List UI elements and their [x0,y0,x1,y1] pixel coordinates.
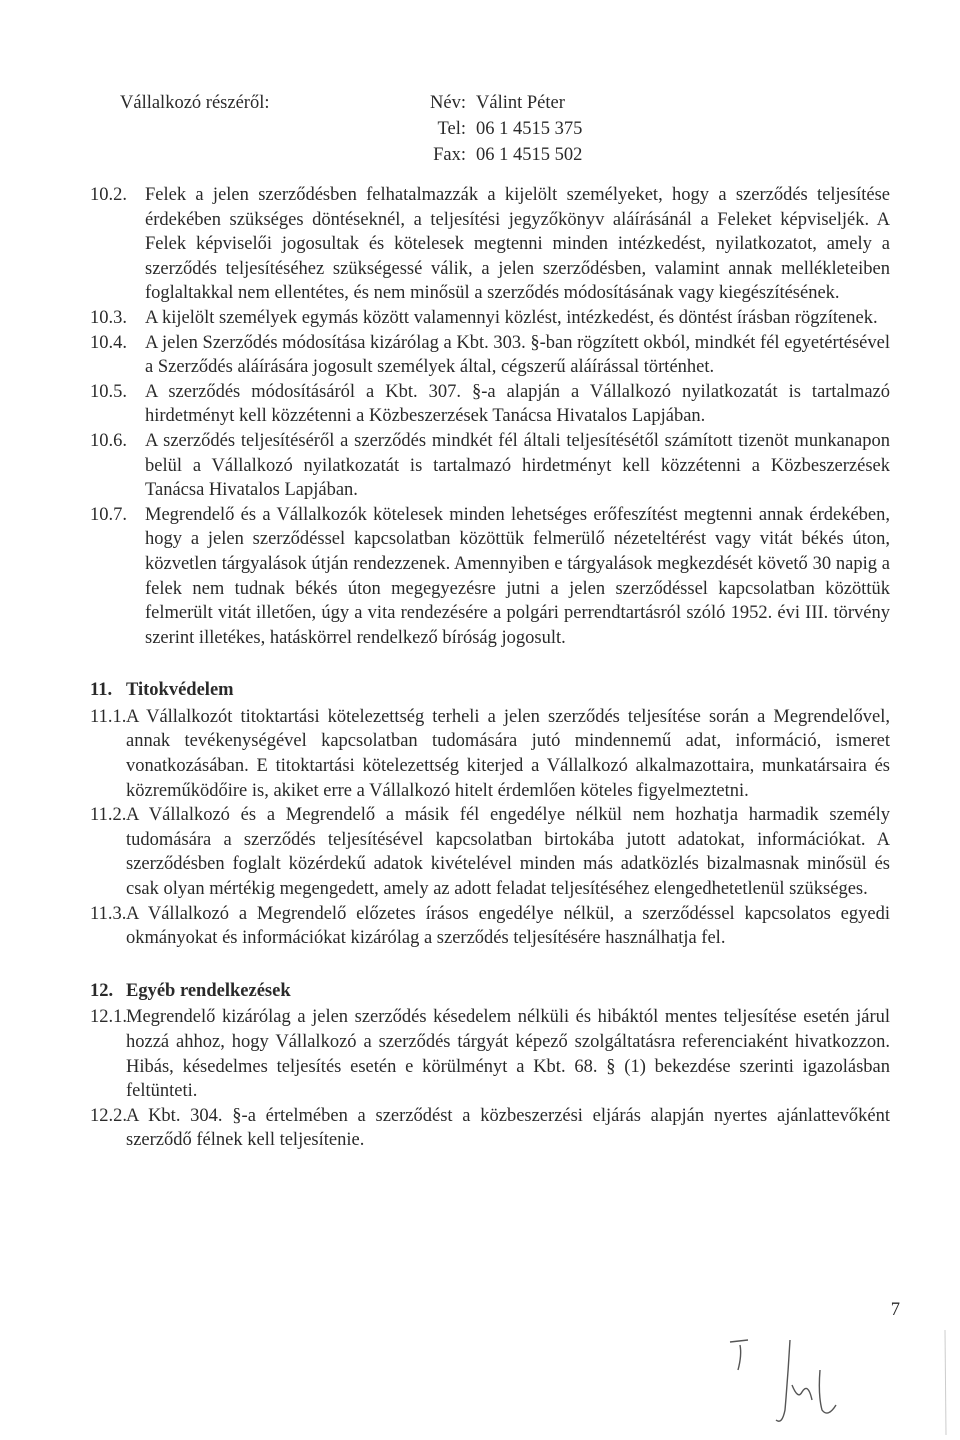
contact-key: Tel: [437,119,466,139]
paragraph-number: 10.7. [90,504,127,525]
paragraph-text: Megrendelő és a Vállalkozók kötelesek minden lehetséges erőfeszítést megtenni annak érdekében, hogy a jelen szerződéssel kapcsolatban közöttük felmerülő nézeteltérést vagy vitát békés úton, közvetlen tárgyalások útján rendezzenek. Amennyiben e tárgyalások megkezdését követő 30 napig a felek nem tudnak békés úton megegyezésre jutni a jelen szerződéssel kapcsolatban közöttük felmerült vitát illetően, úgy a vita rendezésére a polgári perrendtartásról szóló 1952. évi III. törvény szerint illetékes, hatáskörrel rendelkező bíróság jogosult. [145,504,890,648]
contact-value: Válint Péter [476,93,565,113]
section-title: Egyéb rendelkezések [126,980,291,1001]
paragraph-text: A szerződés módosításáról a Kbt. 307. §-a alapján a Vállalkozó nyilatkozatát is tartalmazó hirdetményt kell közzétenni a Közbeszerzések Tanácsa Hivatalos Lapjában. [145,381,890,427]
page-number: 7 [890,1300,900,1320]
paragraph-number: 10.4. [90,332,127,353]
paragraph-10-7 [90,503,890,651]
paragraph-text: Megrendelő kizárólag a jelen szerződés késedelem nélküli és hibáktól mentes teljesítése esetén járul hozzá ahhoz, hogy Vállalkozó a szerződés tárgyát képező szolgáltatásra referenciaként hivatkozzon. Hibás, késedelmes teljesítés esetén e körülményt a Kbt. 68. § (1) bekezdése szerinti igazolásban feltünteti. [126,1007,890,1102]
paragraph-text: Felek a jelen szerződésben felhatalmazzák a kijelölt személyeket, hogy a szerződés teljesítése érdekében szükséges döntéseknél, a teljesítési jegyzőkönyv aláírásánál a Feleket képviseljék. A Felek képviselői jogosultak és kötelesek megtenni minden intézkedést, nyilatkozatot, amely a szerződés teljesítéséhez szükségessé válik, a jelen szerződésben, valamint annak mellékleteiben foglaltakkal nem ellentétes, és nem minősül a szerződés módosításának vagy kiegészítésének. [145,185,890,304]
contact-key: Név: [430,93,466,113]
paragraph-number: 12.1. [90,1007,127,1028]
paragraph-number: 10.2. [90,185,127,205]
contact-value: 06 1 4515 502 [476,145,583,165]
paragraph-10-4 [90,331,890,380]
paragraph-text: A kijelölt személyek egymás között valamennyi közlést, intézkedést, és döntést írásban rögzítenek. [145,307,878,328]
paragraph-text: A jelen Szerződés módosítása kizárólag a Kbt. 303. §-ban rögzített okból, mindkét fél egyetértésével a Szerződés aláírására jogosult személyek által, cégszerű aláírással történhet. [145,332,890,378]
paragraph-10-2 [90,183,890,306]
paragraph-12-2 [90,1104,890,1153]
section-title: Titokvédelem [126,680,234,701]
paragraph-10-3 [90,306,890,331]
paragraph-10-5 [90,380,890,429]
section-number: 11. [90,680,113,701]
paragraph-text: A Kbt. 304. §-a értelmében a szerződést a közbeszerzési eljárás alapján nyertes ajánlattevőként szerződő félnek kell teljesítenie. [126,1105,890,1151]
paragraph-11-2 [90,803,890,901]
paragraph-11-3 [90,902,890,951]
paragraph-number: 11.3. [90,903,127,924]
paragraph-number: 10.6. [90,430,127,451]
contact-row-tel [400,116,582,142]
paragraph-10-6 [90,429,890,503]
contact-value: 06 1 4515 375 [476,119,583,139]
section-number: 12. [90,980,114,1001]
handwritten-initials-signature [690,1300,950,1440]
paragraph-text: A Vállalkozót titoktartási kötelezettség terheli a jelen szerződés teljesítése során a Megrendelővel, annak tevékenységével kapcsolatban tudomására jutó mindennemű adat, információ, ismeret vonatkozásában. E titoktartási kötelezettség kiterjed a Vállalkozó alkalmazottaira, munkatársaira és közreműködőire is, akiket erre a Vállalkozó hitelt érdemlően köteles figyelmeztetni. [126,706,890,801]
section-heading-12 [90,979,890,1004]
paragraph-text: A Vállalkozó és a Megrendelő a másik fél engedélye nélkül nem hozhatja harmadik személy tudomására a szerződés teljesítésével kapcsolatban birtokába jutott adatokat, információkat. A szerződésben foglalt közérdekű adatok kivételével minden más adatközlés bizalmasnak minősül és csak olyan mértékig megengedett, amely az adott feladat teljesítéséhez elengedhetetlenül szükséges. [126,805,890,900]
paragraph-text: A Vállalkozó a Megrendelő előzetes írásos engedélye nélkül, a szerződéssel kapcsolatos egyedi okmányokat és információkat kizárólag a szerződés teljesítésére használhatja fel. [126,903,890,949]
paragraph-number: 11.1. [90,706,127,727]
paragraph-number: 10.5. [90,381,127,402]
paragraph-text: A szerződés teljesítéséről a szerződés mindkét fél általi teljesítésétől számított tizenöt munkanapon belül a Vállalkozó nyilatkozatát is tartalmazó hirdetményt kell közzétenni a Közbeszerzések Tanácsa Hivatalos Lapjában. [145,430,890,501]
paragraph-11-1 [90,705,890,803]
section-heading-11 [90,678,890,703]
document-body [90,183,890,1153]
contact-label: Vállalkozó részéről: [120,93,270,113]
contact-row-name [400,90,565,116]
contact-key: Fax: [433,145,466,165]
paragraph-number: 10.3. [90,307,127,328]
paragraph-number: 11.2. [90,805,127,826]
paragraph-number: 12.2. [90,1105,127,1126]
contact-row-fax [400,142,582,168]
paragraph-12-1 [90,1005,890,1103]
